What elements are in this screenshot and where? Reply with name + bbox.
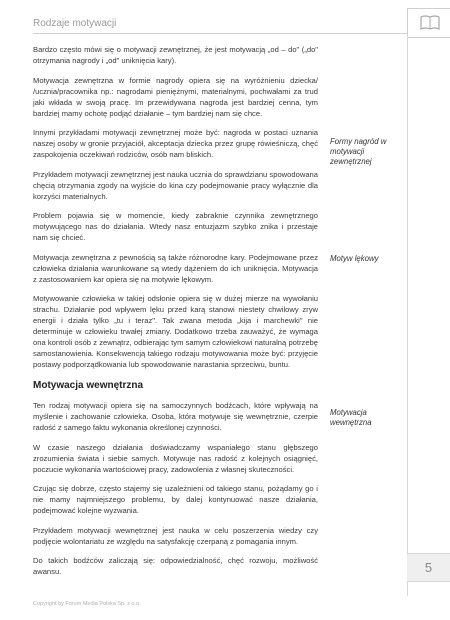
page-number-box: [407, 553, 450, 582]
paragraph: Ten rodzaj motywacji opiera się na samoczynnych bodźcach, które wpływają na myślenie i zachowanie człowieka. Osoba, która motywuje się wewnętrznie, czerpie radość z samego faktu wykonania określonej czynności.: [33, 401, 318, 432]
copyright-footer: Copyright by Forum Media Polska Sp. z o.o.: [33, 601, 141, 607]
paragraph: Przykładem motywacji zewnętrznej jest nauka ucznia do sprawdzianu spowodowana chęcią otrzymania zgody na wyjście do kina czy podejmowanie pracy wyłącznie dla korzyści materialnych.: [33, 169, 318, 201]
book-icon-tab: [407, 8, 450, 38]
book-icon: [420, 15, 440, 30]
paragraph: Innymi przykładami motywacji zewnętrznej może być: nagroda w postaci uznania naszej osoby w gronie przyjaciół, akceptacja dziecka przez grupę rówieśniczą, chęć zaspokojenia oczekiwań rodziców, osób nam bliskich.: [33, 128, 318, 159]
margin-divider: [407, 36, 408, 596]
margin-note-rewards: Formy nagród w motywacji zewnętrznej: [330, 137, 387, 166]
paragraph: Problem pojawia się w momencie, kiedy zabraknie czynnika zewnętrznego motywującego nas do działania. Wtedy nasz entuzjazm szybko znika i przestaje nam się chcieć.: [33, 211, 318, 242]
paragraph: Motywacja zewnętrzna z pewnością są także różnorodne kary. Podejmowane przez człowieka działania warunkowane są wtedy dążeniem do ich uniknięcia. Motywacja z zastosowaniem kar opiera się na motywie lękowym.: [33, 252, 318, 284]
paragraph: Motywowanie człowieka w takiej odsłonie opiera się w dużej mierze na wywołaniu strachu. Działanie pod wpływem lęku przed karą stanowi niestety chwilowy zryw energii i działa tylko „tu i teraz". Tak zwana metoda „kija i marchewki" nie determinuje w człowieku trwałej zmiany. Dodatkowo trzeba zauważyć, że wymaga ona kontroli osób z zewnątrz, odbierając tym samym człowiekowi naturalną potrzebę samostanowienia. Konsekwencją takiego rodzaju motywowania może być: przyjęcie postawy podporządkowania lub spowodowanie narastania sprzeciwu, buntu.: [33, 294, 318, 369]
header-divider: [33, 33, 408, 34]
paragraph: Motywacja zewnętrzna w formie nagrody opiera się na wyróżnieniu dziecka/ /ucznia/pracownika np.: nagrodami pieniężnymi, materialnymi, pochwałami za trud jaki wkłada w swoją pracę. Im przewidywana nagroda jest bardziej cenna, tym bardziej mamy ochotę podjąć działanie – tym bardziej nam się chce.: [33, 75, 318, 118]
paragraph: Bardzo często mówi się o motywacji zewnętrznej, że jest motywacją „od – do" („do" otrzymania nagrody i „od" uniknięcia kary).: [33, 45, 318, 65]
main-text: [33, 44, 318, 586]
margin-note-fear: Motyw lękowy: [330, 254, 379, 263]
margin-note-intrinsic: Motywacja wewnętrzna: [330, 408, 372, 427]
section-heading: Motywacja wewnętrzna: [33, 380, 144, 391]
paragraph: W czasie naszego działania doświadczamy wspaniałego stanu głębszego zrozumienia świata i siebie samych. Motywuje nas radość z kolejnych osiągnięć, poczucie wykonania wartościowej pracy, zadowolenia z własnej skuteczności.: [33, 442, 318, 474]
paragraph: Przykładem motywacji wewnętrznej jest nauka w celu poszerzenia wiedzy czy podjęcie wolontariatu ze względu na satysfakcję czerpaną z pomagania innym.: [33, 525, 318, 546]
paragraph: Do takich bodźców zaliczają się: odpowiedzialność, chęć rozwoju, możliwość awansu.: [33, 556, 318, 576]
page-number: 5: [424, 560, 433, 575]
page-header-title: Rodzaje motywacji: [33, 18, 117, 29]
paragraph: Czując się dobrze, często stajemy się uzależnieni od takiego stanu, pożądamy go i nie mamy najmniejszego problemu, by dalej kontynuować nasze działania, podejmować kolejne wyzwania.: [33, 484, 318, 515]
